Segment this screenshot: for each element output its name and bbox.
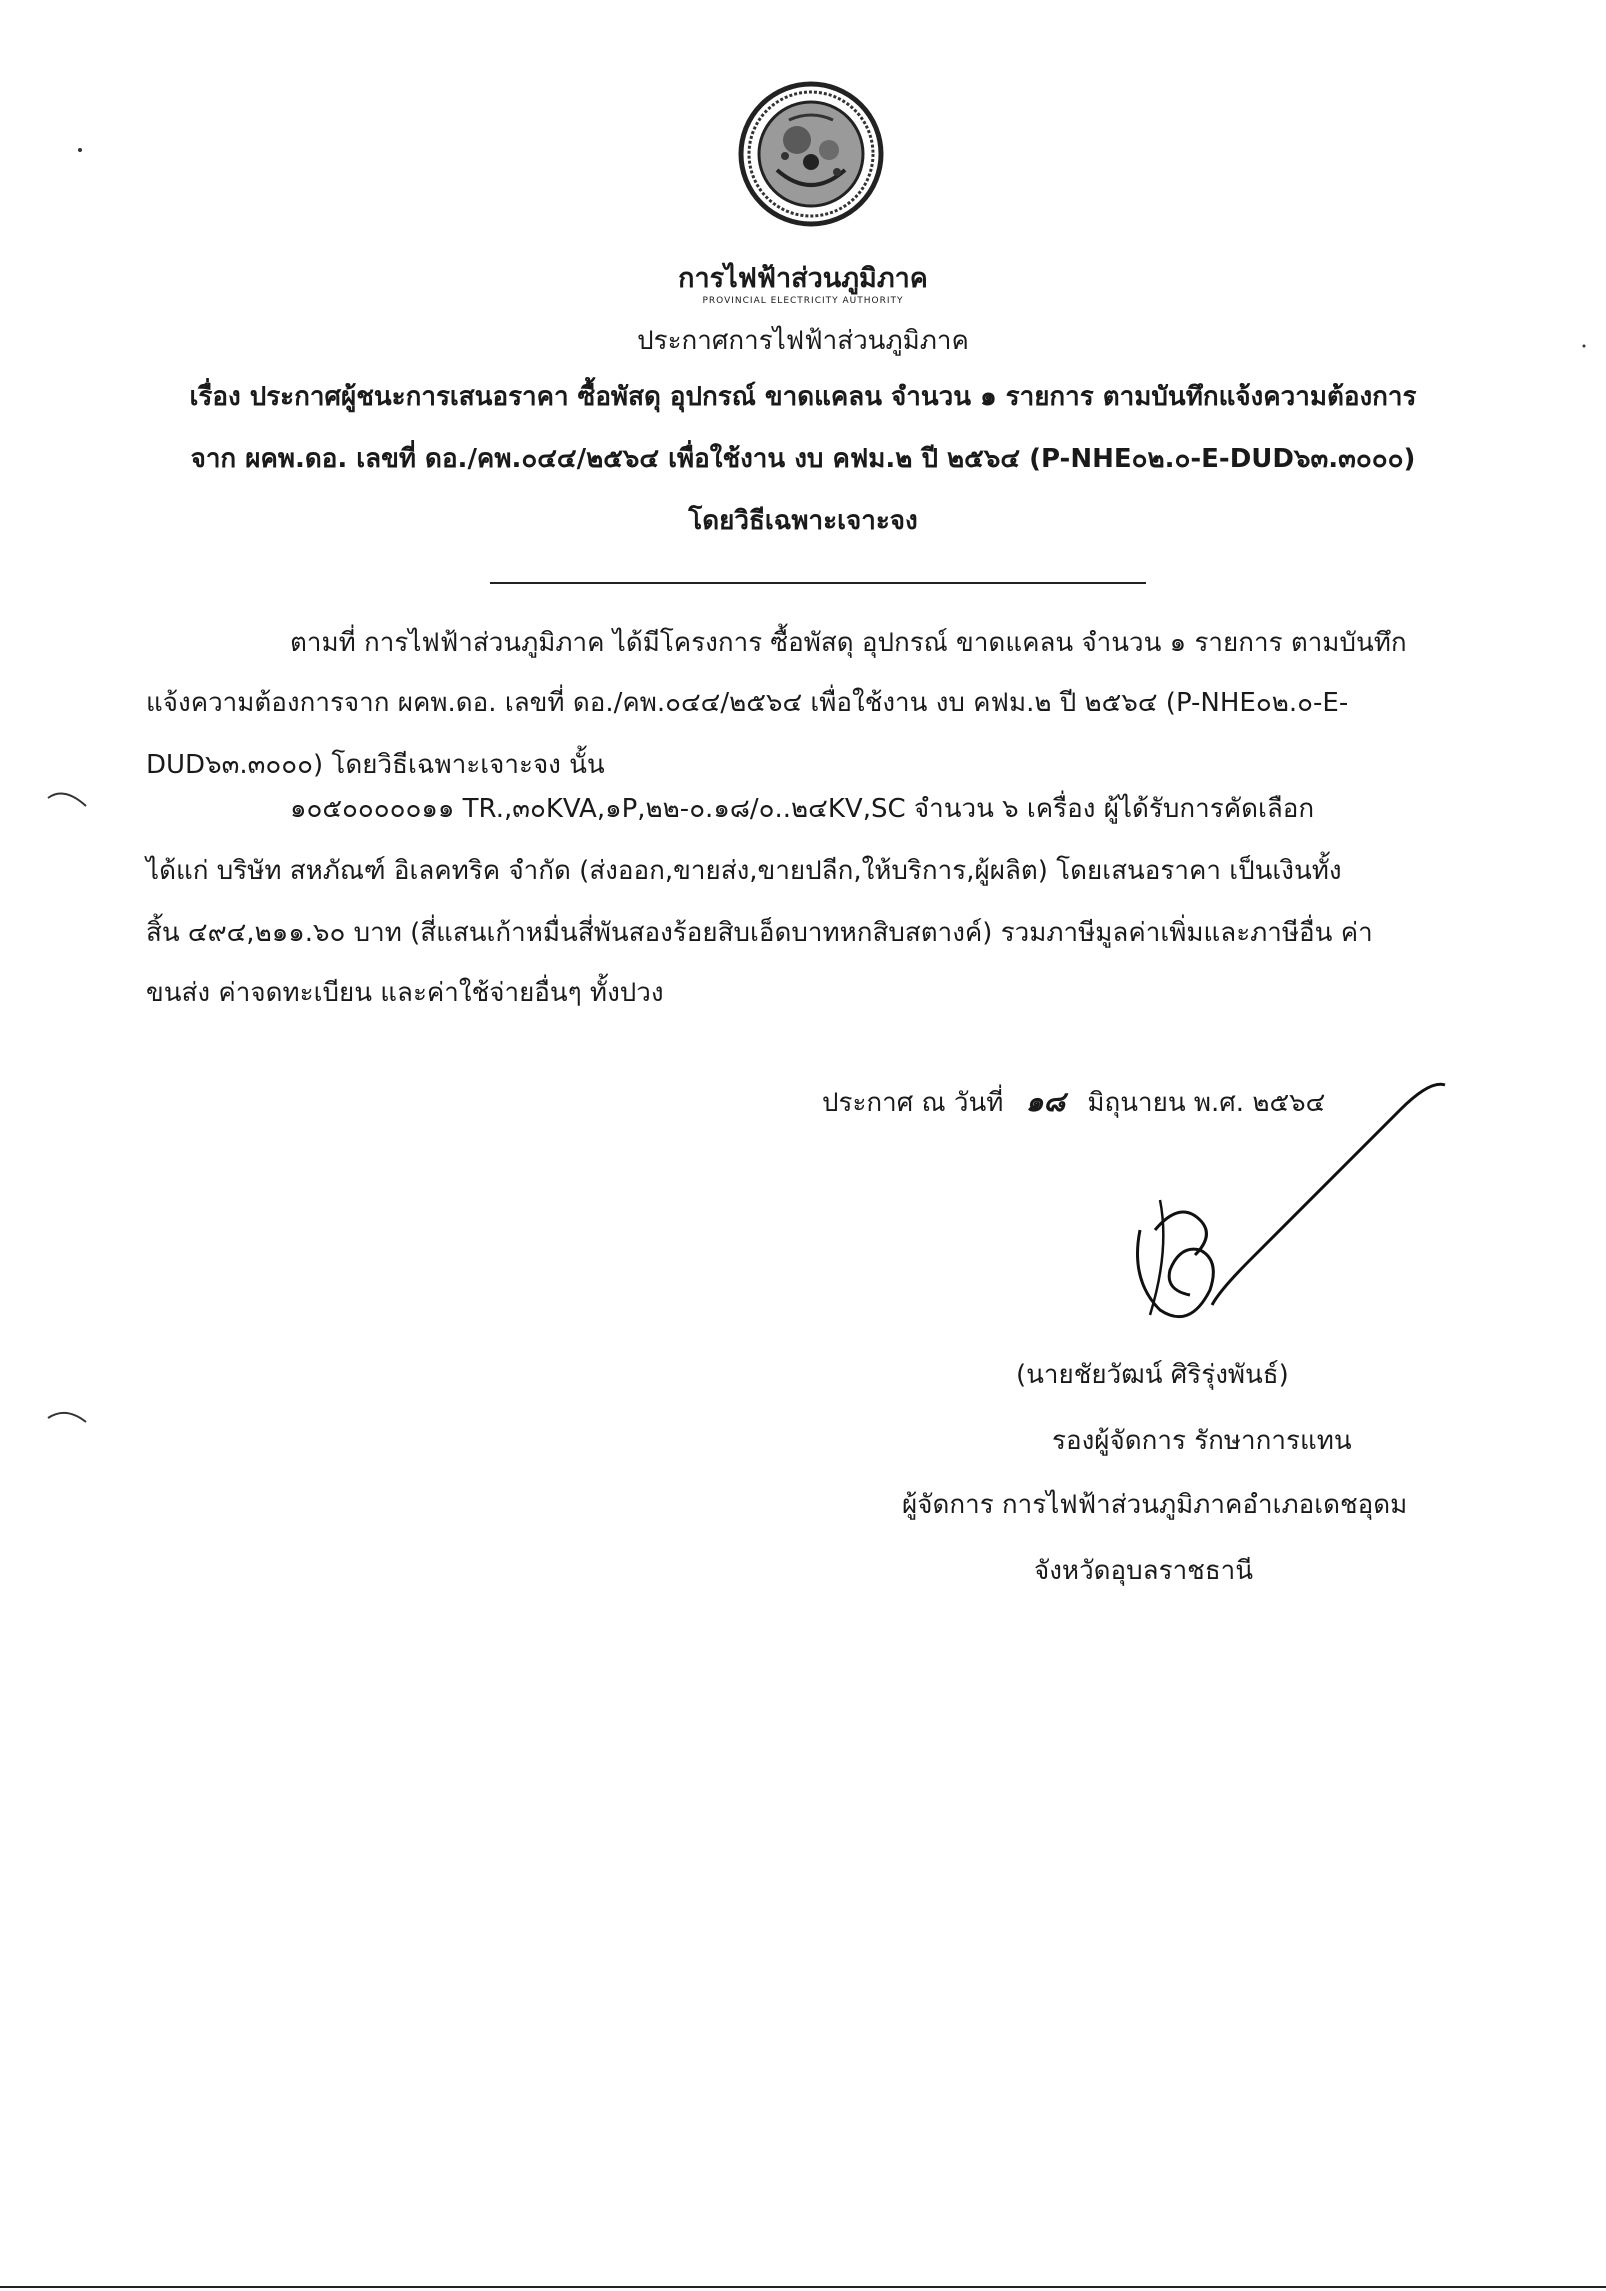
handwritten-signature — [1100, 1080, 1460, 1340]
page-bottom-edge — [0, 2286, 1606, 2288]
announcement-title: ประกาศการไฟฟ้าส่วนภูมิภาค — [637, 326, 969, 356]
org-name-english: PROVINCIAL ELECTRICITY AUTHORITY — [702, 296, 904, 306]
para1-line-1: ตามที่ การไฟฟ้าส่วนภูมิภาค ได้มีโครงการ ซื้อพัสดุ อุปกรณ์ ขาดแคลน จำนวน ๑ รายการ ตามบันทึก — [290, 628, 1407, 658]
para2-line-3: สิ้น ๔๙๔,๒๑๑.๖๐ บาท (สี่แสนเก้าหมื่นสี่พันสองร้อยสิบเอ็ดบาทหกสิบสตางค์) รวมภาษีมูลค่าเพิ่มและภาษีอื่น ค่า — [146, 918, 1373, 948]
para2-line-2: ได้แก่ บริษัท สหภัณฑ์ อิเลคทริค จำกัด (ส่งออก,ขายส่ง,ขายปลีก,ให้บริการ,ผู้ผลิต) โดยเสนอราคา เป็นเงินทั้ง — [146, 856, 1342, 886]
subject-line-3: โดยวิธีเฉพาะเจาะจง — [688, 506, 918, 536]
signatory-name: (นายชัยวัฒน์ ศิริรุ่งพันธ์) — [1016, 1360, 1289, 1390]
signatory-title-1: รองผู้จัดการ รักษาการแทน — [1052, 1426, 1352, 1456]
subject-line-1: เรื่อง ประกาศผู้ชนะการเสนอราคา ซื้อพัสดุ อุปกรณ์ ขาดแคลน จำนวน ๑ รายการ ตามบันทึกแจ้งความต้องการ — [189, 382, 1417, 412]
scan-mark-1 — [44, 786, 90, 810]
scan-dot-1 — [76, 146, 84, 154]
date-prefix: ประกาศ ณ วันที่ — [822, 1088, 1004, 1118]
para2-line-4: ขนส่ง ค่าจดทะเบียน และค่าใช้จ่ายอื่นๆ ทั้งปวง — [146, 978, 664, 1008]
pea-seal-logo — [737, 80, 885, 228]
divider-rule — [490, 582, 1146, 584]
date-suffix: มิถุนายน พ.ศ. ๒๕๖๔ — [1087, 1088, 1326, 1118]
org-name-thai: การไฟฟ้าส่วนภูมิภาค — [678, 263, 928, 294]
subject-line-2: จาก ผคพ.ดอ. เลขที่ ดอ./คพ.๐๔๔/๒๕๖๔ เพื่อใช้งาน งบ คฟม.๒ ปี ๒๕๖๔ (P-NHE๐๒.๐-E-DUD๖๓.๓๐๐๐) — [190, 444, 1416, 474]
para2-line-1: ๑๐๕๐๐๐๐๐๑๑ TR.,๓๐KVA,๑P,๒๒-๐.๑๘/๐..๒๔KV,SC จำนวน ๖ เครื่อง ผู้ได้รับการคัดเลือก — [290, 794, 1315, 824]
scan-dot-2 — [1580, 342, 1588, 350]
signatory-title-3: จังหวัดอุบลราชธานี — [1034, 1556, 1254, 1586]
para1-line-2: แจ้งความต้องการจาก ผคพ.ดอ. เลขที่ ดอ./คพ.๐๔๔/๒๕๖๔ เพื่อใช้งาน งบ คฟม.๒ ปี ๒๕๖๔ (P-NHE๐๒.๐-E- — [146, 688, 1349, 718]
para1-line-3: DUD๖๓.๓๐๐๐) โดยวิธีเฉพาะเจาะจง นั้น — [146, 750, 605, 780]
signatory-title-2: ผู้จัดการ การไฟฟ้าส่วนภูมิภาคอำเภอเดชอุดม — [902, 1490, 1408, 1520]
scan-mark-2 — [44, 1404, 90, 1428]
date-day-handwritten: ๑๘ — [1025, 1085, 1066, 1118]
